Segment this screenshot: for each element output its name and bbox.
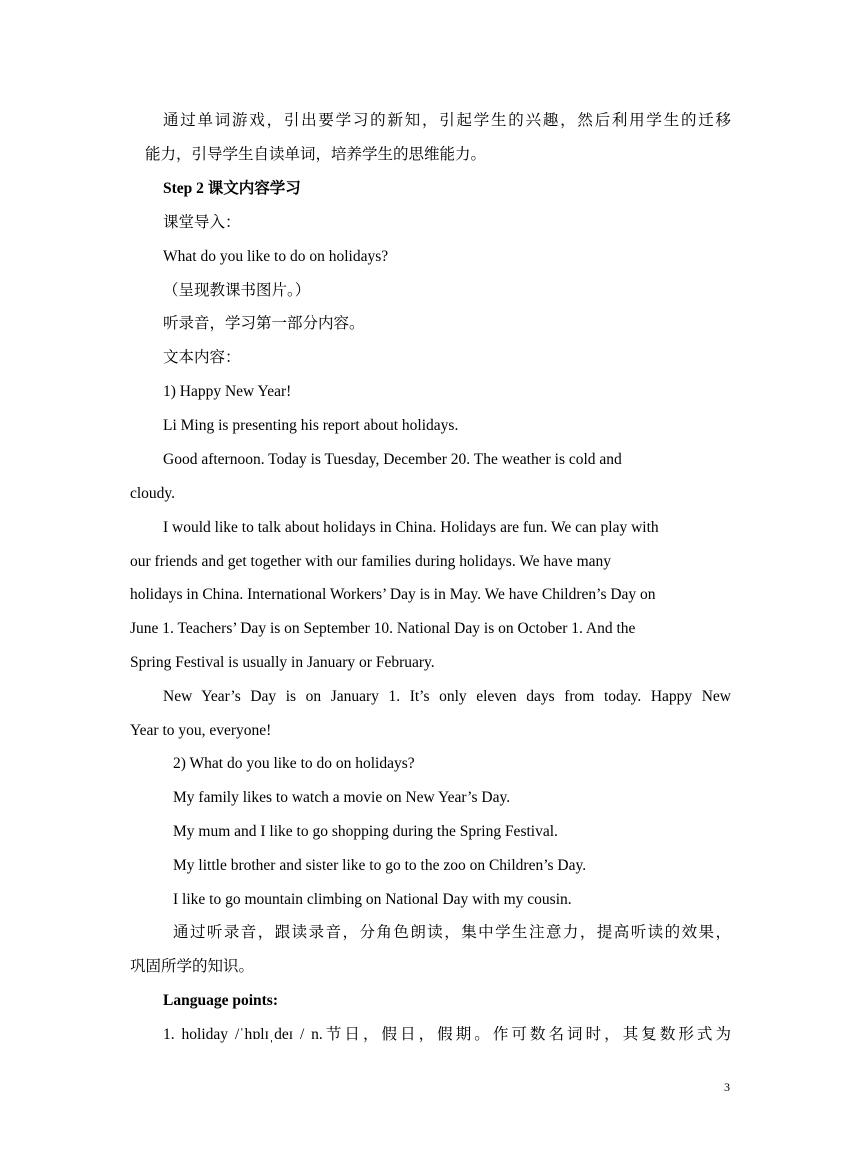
summary-line-2: 巩固所学的知识。 <box>130 958 255 975</box>
part2-line-4: I like to go mountain climbing on National Day with my cousin. <box>173 891 572 908</box>
listen-instruction: 听录音，学习第一部分内容。 <box>163 315 365 332</box>
para1-line-1: Good afternoon. Today is Tuesday, December 20. The weather is cold and <box>163 451 622 468</box>
para2-line-4: June 1. Teachers’ Day is on September 10. National Day is on October 1. And the <box>130 620 636 637</box>
intro-line-2: 能力，引导学生自读单词，培养学生的思维能力。 <box>145 146 487 163</box>
para2-line-3: holidays in China. International Workers’ Day is in May. We have Children’s Day on <box>130 586 656 603</box>
page-number: 3 <box>724 1080 730 1094</box>
language-point-1: 1. holiday /ˈhɒlɪˌdeɪ / n.节日，假日，假期。作可数名词时，其复数形式为 <box>163 1026 731 1043</box>
language-points-heading: Language points: <box>163 992 278 1009</box>
part2-line-3: My little brother and sister like to go to the zoo on Children’s Day. <box>173 857 587 874</box>
part2-title: 2) What do you like to do on holidays? <box>173 755 415 772</box>
summary-line-1: 通过听录音，跟读录音，分角色朗读，集中学生注意力，提高听读的效果， <box>173 924 731 941</box>
para3-line-1: New Year’s Day is on January 1. It’s only eleven days from today. Happy New <box>163 688 731 705</box>
part1-intro: Li Ming is presenting his report about holidays. <box>163 417 459 434</box>
picture-note: （呈现教课书图片。） <box>163 282 311 299</box>
text-content-label: 文本内容： <box>163 349 241 366</box>
part1-title: 1) Happy New Year! <box>163 383 292 400</box>
part2-line-1: My family likes to watch a movie on New Year’s Day. <box>173 789 511 806</box>
part2-line-2: My mum and I like to go shopping during the Spring Festival. <box>173 823 558 840</box>
para2-line-5: Spring Festival is usually in January or February. <box>130 654 435 671</box>
para2-line-1: I would like to talk about holidays in China. Holidays are fun. We can play with <box>163 519 659 536</box>
para3-line-2: Year to you, everyone! <box>130 722 272 739</box>
lead-in-question: What do you like to do on holidays? <box>163 248 389 265</box>
para2-line-2: our friends and get together with our families during holidays. We have many <box>130 553 611 570</box>
intro-line-1: 通过单词游戏，引出要学习的新知，引起学生的兴趣，然后利用学生的迁移 <box>163 112 731 129</box>
para1-line-2: cloudy. <box>130 485 176 502</box>
lead-in-label: 课堂导入： <box>163 214 241 231</box>
step2-heading: Step 2 课文内容学习 <box>163 180 301 197</box>
